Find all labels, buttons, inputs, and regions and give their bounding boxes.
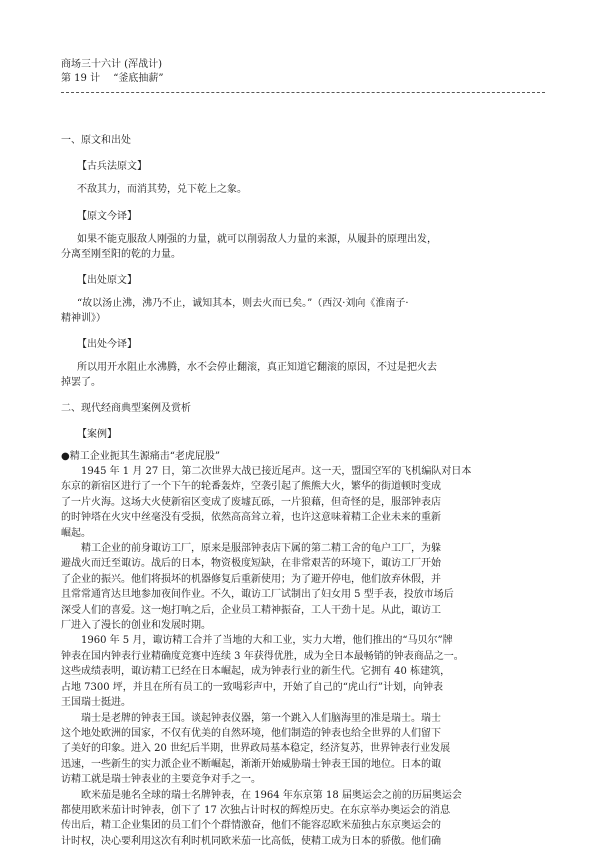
case-text-line: 避战火而迁至诹访。战后的日本，物资极度短缺，在非常艰苦的环境下，诹访工厂开始 [61,558,441,570]
section-case-study [61,402,546,849]
case-text-line: 厂进入了漫长的创业和发展时期。 [61,620,211,632]
case-text-line: 都使用欧米茄计时钟表，创下了 17 次独占计时权的辉煌历史。在东京举办奥运会的消息 [61,804,451,816]
section-original-text [61,134,546,402]
case-body [61,464,546,849]
case-text-line: 精工企业的前身诹访工厂，原来是服部钟表店下属的第二精工舍的龟户工厂，为躲 [61,543,441,555]
block-text: 精神训》） [61,313,106,324]
case-text-line: 这些成绩表明，诹访精工已经在日本崛起，成为钟表行业的新生代。它拥有 40 栋建筑， [61,666,451,678]
block-text: 不敌其力，而消其势，兑下乾上之象。 [77,184,247,195]
case-title: ●精工企业扼其生源痛击“老虎屁股” [61,451,220,462]
case-text-line: 这个地处欧洲的国家，不仅有优美的自然环境，他们制造的钟表也给全世界的人们留下 [61,727,441,739]
case-text-line: 1960 年 5 月，诹访精工合并了当地的大和工业，实力大增，他们推出的“马贝尔”牌 [61,635,453,647]
section-heading: 二、现代经商典型案例及赏析 [61,403,191,414]
case-text-line: 1945 年 1 月 27 日，第二次世界大战已接近尾声。这一天，盟国空军的飞机编队对日本 [61,466,472,477]
block-label: 【原文今译】 [77,211,137,222]
block-text: 所以用开水阻止水沸腾，水不会停止翻滚，真正知道它翻滚的原因，不过是把火去 [77,362,437,373]
case-text-line: 崛起。 [61,527,91,539]
case-text-line: 计时权，决心要利用这次有利时机同欧米茄一比高低，使精工成为日本的骄傲。他们确 [61,835,441,847]
case-text-line: 了一片火海。这场大火使新宿区变成了废墟瓦砾，一片狼藉，但奇怪的是，服部钟表店 [61,496,441,508]
section-heading: 一、原文和出处 [61,135,131,146]
case-text-line: 迅速，一些新生的实力派企业不断崛起，渐渐开始威胁瑞士钟表王国的地位。日本的诹 [61,758,441,770]
case-text-line: 且常常通宵达旦地参加夜间作业。不久，诹访工厂试制出了妇女用 5 型手表，投放市场后 [61,589,454,601]
block-text: 如果不能克服敌人刚强的力量，就可以削弱敌人力量的来源，从履卦的原理出发， [77,234,437,245]
dashed-divider [61,92,545,94]
case-text-line: 的时钟塔在火灾中丝毫没有受损，依然高高耸立着，也许这意味着精工企业未来的重新 [61,512,441,524]
case-text-line: 欧米茄是驰名全球的瑞士名牌钟表，在 1964 年东京第 18 届奥运会之前的历届奥运会 [61,789,462,801]
block-label: 【出处原文】 [77,275,137,286]
case-text-line: 钟表在国内钟表行业精确度竞赛中连续 3 年获得优胜，成为全日本最畅销的钟表商品之一。 [61,650,464,662]
case-text-line: 了企业的振兴。他们将损坏的机器修复后重新使用；为了避开停电，他们放弃休假，并 [61,573,441,585]
block-label: 【古兵法原文】 [77,161,147,172]
case-text-line: 东京的新宿区进行了一个下午的轮番轰炸，空袭引起了熊熊大火，繁华的街道顿时变成 [61,481,441,493]
case-text-line: 瑞士是老牌的钟表王国。谈起钟表仪器，第一个跳入人们脑海里的准是瑞士。瑞士 [61,712,441,724]
case-text-line: 传出后，精工企业集团的员工们个个群情激奋，他们不能容忍欧米茄独占东京奥运会的 [61,820,441,832]
case-text-line: 深受人们的喜爱。这一炮打响之后，企业员工精神振奋，工人干劲十足。从此，诹访工 [61,604,441,616]
case-label: 【案例】 [77,429,117,440]
case-text-line: 占地 7300 坪，并且在所有员工的一致喝彩声中，开始了自己的“虎山行”计划，向钟表 [61,681,444,693]
block-text: “故以汤止沸，沸乃不止，诚知其本，则去火而已矣。”（西汉·刘向《淮南子· [77,298,409,309]
block-text: 分离至刚至阳的乾的力量。 [61,249,181,260]
case-text-line: 了美好的印象。进入 20 世纪后半期，世界政局基本稳定，经济复苏，世界钟表行业发展 [61,743,451,755]
block-text: 掉罢了。 [61,377,101,388]
block-label: 【出处今译】 [77,339,137,350]
document-page [61,58,546,849]
book-title: 商场三十六计 (浑战计) [61,59,162,70]
case-text-line: 访精工就是瑞士钟表业的主要竞争对手之一。 [61,774,261,786]
case-text-line: 王国瑞士挺进。 [61,697,131,709]
chapter-title: 第 19 计 “釜底抽薪” [61,73,164,84]
